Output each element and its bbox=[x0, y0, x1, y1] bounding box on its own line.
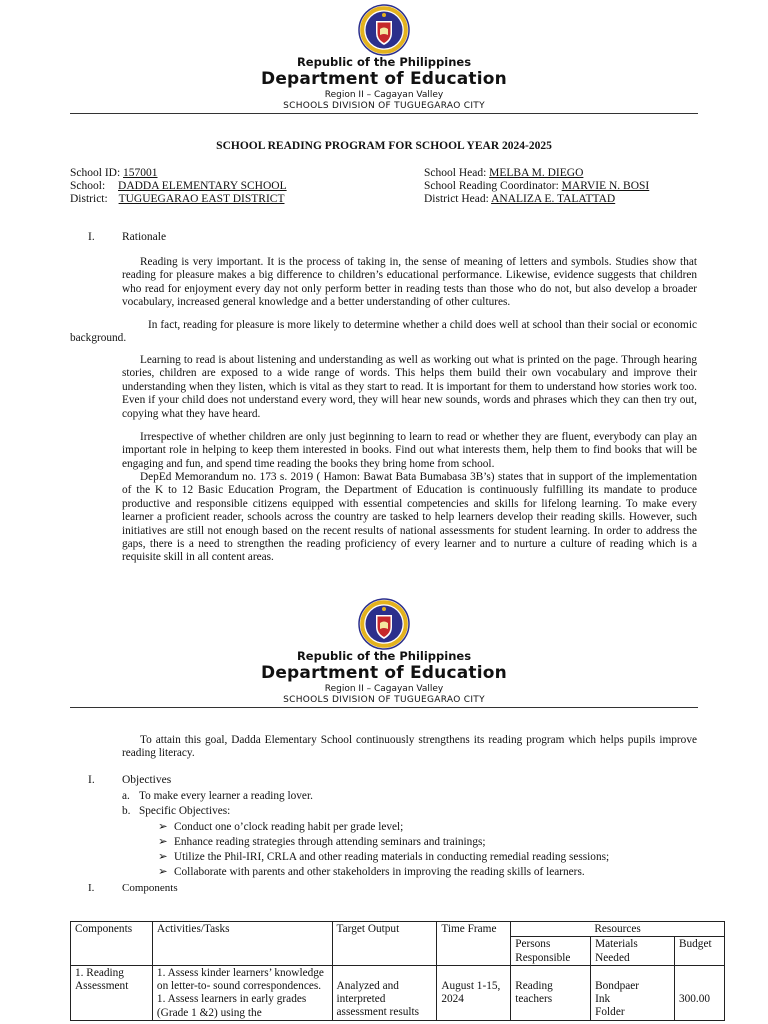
table-cell: Reading teachers bbox=[511, 965, 591, 1020]
rationale-paragraph bbox=[70, 319, 697, 346]
objective-text: Specific Objectives: bbox=[139, 805, 231, 817]
objective-text: Enhance reading strategies through attending seminars and trainings; bbox=[174, 836, 486, 848]
district-value: TUGUEGARAO EAST DISTRICT bbox=[118, 193, 285, 205]
arrow-bullet-icon: ➢ bbox=[158, 821, 168, 833]
list-item bbox=[158, 851, 609, 865]
column-header: Activities/Tasks bbox=[152, 922, 332, 966]
objective-text: Utilize the Phil-IRI, CRLA and other reading materials in conducting remedial reading sessions; bbox=[174, 851, 610, 863]
rationale-paragraph bbox=[122, 471, 697, 565]
school-id-line bbox=[70, 167, 158, 181]
column-header: Persons Responsible bbox=[511, 937, 591, 966]
arrow-bullet-icon: ➢ bbox=[158, 866, 168, 878]
arrow-bullet-icon: ➢ bbox=[158, 836, 168, 848]
table-cell: Analyzed and interpreted assessment results bbox=[332, 965, 437, 1020]
objective-text: Collaborate with parents and other stakeholders in improving the reading skills of learners. bbox=[174, 866, 585, 878]
letterhead-divider bbox=[70, 707, 698, 708]
division-label: SCHOOLS DIVISION OF TUGUEGARAO CITY bbox=[283, 101, 485, 111]
components-table bbox=[70, 921, 725, 1021]
rationale-paragraph bbox=[122, 256, 697, 310]
table-cell: 300.00 bbox=[674, 965, 724, 1020]
list-item bbox=[158, 821, 403, 835]
arrow-bullet-icon: ➢ bbox=[158, 851, 168, 863]
column-header: Budget bbox=[674, 937, 724, 966]
paragraph-text: Irrespective of whether children are only just beginning to learn to read or whether they are fluent, everybody can play an important role in helping to keep them interested in books. Find out what interests them, help them to find books that will be engaging and fun, and spend time reading the books they bring home from school. bbox=[122, 431, 697, 470]
coordinator-label: School Reading Coordinator: bbox=[424, 180, 559, 192]
rationale-paragraph bbox=[122, 354, 697, 421]
column-header: Time Frame bbox=[437, 922, 511, 966]
paragraph-text: Learning to read is about listening and understanding as well as working out what is printed on the page. Through hearing stories, children are exposed to a wide range of words. This helps them build their own vocabulary and improve their understanding when they listen, which is vital as they start to read. It is important for them to understand how stories work too. Even if your child does not understand every word, they will hear new sounds, words and phrases which they can then try out, copying what they have heard. bbox=[122, 354, 697, 420]
rationale-numeral: I. bbox=[88, 231, 95, 243]
school-label: School: bbox=[70, 180, 106, 192]
region-label: Region II – Cagayan Valley bbox=[324, 90, 444, 100]
document-title: SCHOOL READING PROGRAM FOR SCHOOL YEAR 2024-2025 bbox=[216, 140, 552, 152]
school-line bbox=[70, 180, 287, 194]
list-item bbox=[158, 836, 486, 850]
list-item bbox=[158, 866, 585, 880]
school-id-label: School ID: bbox=[70, 167, 121, 179]
school-value: DADDA ELEMENTARY SCHOOL bbox=[118, 180, 287, 192]
objectives-numeral: I. bbox=[88, 774, 95, 786]
table-row bbox=[71, 965, 725, 1020]
specific-objectives-heading bbox=[122, 805, 230, 819]
rationale-heading: Rationale bbox=[122, 231, 167, 243]
republic-heading: Republic of the Philippines bbox=[296, 55, 472, 69]
letterhead-divider bbox=[70, 113, 698, 114]
department-heading: Department of Education bbox=[261, 663, 507, 683]
rationale-paragraph bbox=[122, 431, 697, 471]
paragraph-text: To attain this goal, Dadda Elementary School continuously strengthens its reading program which helps pupils improve reading literacy. bbox=[122, 734, 697, 760]
paragraph-text: Reading is very important. It is the process of taking in, the sense of meaning of letters and symbols. Studies show that reading for pleasure makes a big difference to children’s educational performance. Likewise, evidence suggests that children who read for enjoyment every day not only perform better in reading tests than those who do not, but also develop a broader vocabulary, increased general knowledge and a better understanding of other cultures. bbox=[122, 256, 697, 309]
republic-heading: Republic of the Philippines bbox=[296, 649, 472, 663]
district-head-label: District Head: bbox=[424, 193, 489, 205]
objective-text: To make every learner a reading lover. bbox=[139, 790, 313, 802]
table-cell: Bondpaer Ink Folder bbox=[591, 965, 675, 1020]
table-cell: 1. Assess kinder learners’ knowledge on letter-to- sound correspondences. 1. Assess learners in early grades (Grade 1 &2) using the bbox=[152, 965, 332, 1020]
coordinator-value: MARVIE N. BOSI bbox=[561, 180, 650, 192]
paragraph-text: DepEd Memorandum no. 173 s. 2019 ( Hamon: Bawat Bata Bumabasa 3B’s) states that in support of the implementation of the K to 12 Basic Education Program, the Department of Education is continuously fulfilling its mandate to produce productive and responsible citizens equipped with essential competencies and skills for lifelong learning. To make every learner a proficient reader, schools across the country are tasked to help learners develop their reading skills. However, such initiatives are still not enough based on the recent results of national assessments for student learning. In order to address the gaps, there is a need to strengthen the reading proficiency of every learner and to nurture a culture of reading which is a requisite skill in all content areas. bbox=[122, 471, 697, 564]
list-marker: b. bbox=[122, 805, 131, 817]
objectives-heading: Objectives bbox=[122, 774, 172, 786]
list-marker: a. bbox=[122, 790, 130, 802]
table-header-row bbox=[71, 922, 725, 937]
components-heading: Components bbox=[122, 882, 178, 894]
district-head-value: ANALIZA E. TALATTAD bbox=[491, 193, 616, 205]
school-head-value: MELBA M. DIEGO bbox=[489, 167, 584, 179]
district-head-line bbox=[424, 193, 615, 207]
school-head-line bbox=[424, 167, 583, 181]
district-label: District: bbox=[70, 193, 108, 205]
components-numeral: I. bbox=[88, 882, 95, 894]
objective-text: Conduct one o’clock reading habit per grade level; bbox=[174, 821, 404, 833]
column-header: Resources bbox=[511, 922, 725, 937]
paragraph-text: In fact, reading for pleasure is more likely to determine whether a child does well at school than their social or economic background. bbox=[70, 319, 697, 345]
department-heading: Department of Education bbox=[261, 69, 507, 89]
coordinator-line bbox=[424, 180, 649, 194]
table-cell: August 1-15, 2024 bbox=[437, 965, 511, 1020]
deped-seal-logo bbox=[358, 4, 410, 56]
region-label: Region II – Cagayan Valley bbox=[324, 684, 444, 694]
column-header: Components bbox=[71, 922, 153, 966]
column-header: Target Output bbox=[332, 922, 437, 966]
district-line bbox=[70, 193, 284, 207]
division-label: SCHOOLS DIVISION OF TUGUEGARAO CITY bbox=[283, 695, 485, 705]
column-header: Materials Needed bbox=[591, 937, 675, 966]
general-objective bbox=[122, 790, 313, 804]
table-cell: 1. Reading Assessment bbox=[71, 965, 153, 1020]
intro-paragraph bbox=[122, 734, 697, 761]
school-id-value: 157001 bbox=[123, 167, 158, 179]
deped-seal-logo bbox=[358, 598, 410, 650]
school-head-label: School Head: bbox=[424, 167, 487, 179]
